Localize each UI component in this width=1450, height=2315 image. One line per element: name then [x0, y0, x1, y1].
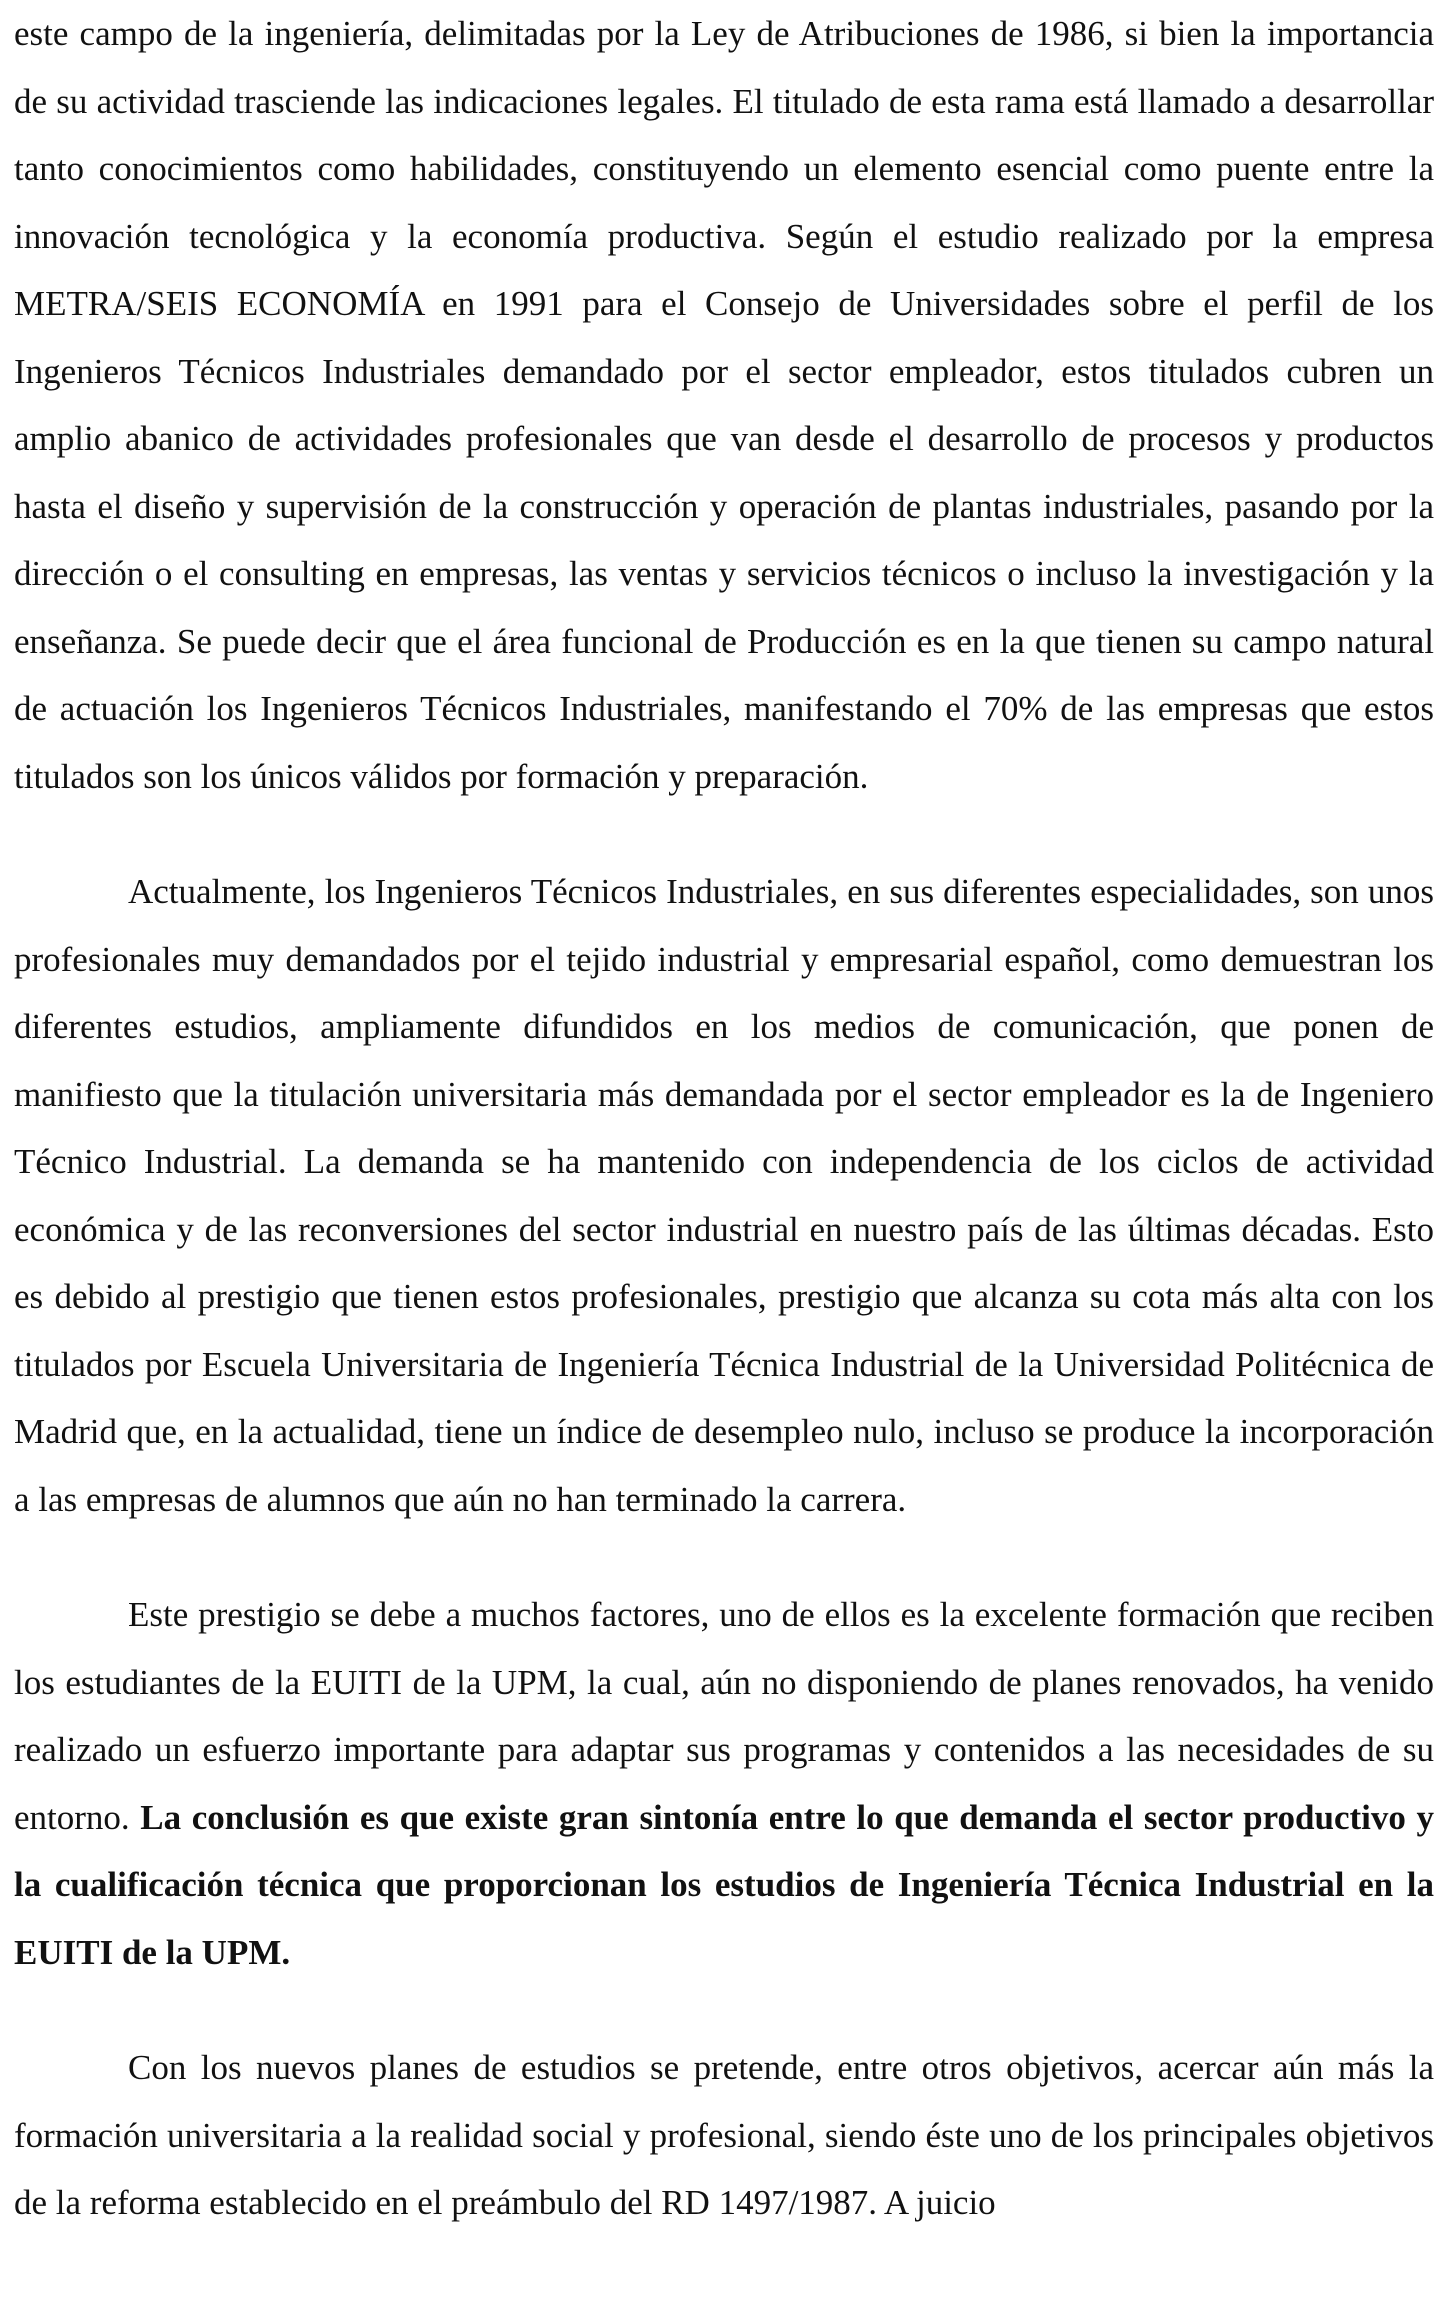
paragraph-spacer — [14, 1533, 1434, 1581]
paragraph-3-bold-conclusion: La conclusión es que existe gran sintonía entre lo que demanda el sector productivo y la cualificación técnica que proporcionan los estudios de Ingeniería Técnica Industrial en la EUITI de la UPM. — [14, 1797, 1434, 1972]
paragraph-spacer — [14, 810, 1434, 858]
paragraph-3 — [14, 1581, 1434, 1986]
paragraph-1: este campo de la ingeniería, delimitadas por la Ley de Atribuciones de 1986, si bien la importancia de su actividad trasciende las indicaciones legales. El titulado de esta rama está llamado a desarrollar tanto conocimientos como habilidades, constituyendo un elemento esencial como puente entre la innovación tecnológica y la economía productiva. Según el estudio realizado por la empresa METRA/SEIS ECONOMÍA en 1991 para el Consejo de Universidades sobre el perfil de los Ingenieros Técnicos Industriales demandado por el sector empleador, estos titulados cubren un amplio abanico de actividades profesionales que van desde el desarrollo de procesos y productos hasta el diseño y supervisión de la construcción y operación de plantas industriales, pasando por la dirección o el consulting en empresas, las ventas y servicios técnicos o incluso la investigación y la enseñanza. Se puede decir que el área funcional de Producción es en la que tienen su campo natural de actuación los Ingenieros Técnicos Industriales, manifestando el 70% de las empresas que estos titulados son los únicos válidos por formación y preparación. — [14, 14, 1434, 796]
document-page — [14, 0, 1434, 2237]
paragraph-3-text: Este prestigio se debe a muchos factores, uno de ellos es la excelente formación que reciben los estudiantes de la EUITI de la UPM, la cual, aún no disponiendo de planes renovados, ha venido realizado un esfuerzo importante para adaptar sus programas y contenidos a las necesidades de su entorno. — [14, 1595, 1434, 1837]
paragraph-4: Con los nuevos planes de estudios se pretende, entre otros objetivos, acercar aún más la formación universitaria a la realidad social y profesional, siendo éste uno de los principales objetivos de la reforma establecido en el preámbulo del RD 1497/1987. A juicio — [14, 2048, 1434, 2222]
paragraph-2: Actualmente, los Ingenieros Técnicos Industriales, en sus diferentes especialidades, son unos profesionales muy demandados por el tejido industrial y empresarial español, como demuestran los diferentes estudios, ampliamente difundidos en los medios de comunicación, que ponen de manifiesto que la titulación universitaria más demandada por el sector empleador es la de Ingeniero Técnico Industrial. La demanda se ha mantenido con independencia de los ciclos de actividad económica y de las reconversiones del sector industrial en nuestro país de las últimas décadas. Esto es debido al prestigio que tienen estos profesionales, prestigio que alcanza su cota más alta con los titulados por Escuela Universitaria de Ingeniería Técnica Industrial de la Universidad Politécnica de Madrid que, en la actualidad, tiene un índice de desempleo nulo, incluso se produce la incorporación a las empresas de alumnos que aún no han terminado la carrera. — [14, 872, 1434, 1519]
paragraph-spacer — [14, 1986, 1434, 2034]
